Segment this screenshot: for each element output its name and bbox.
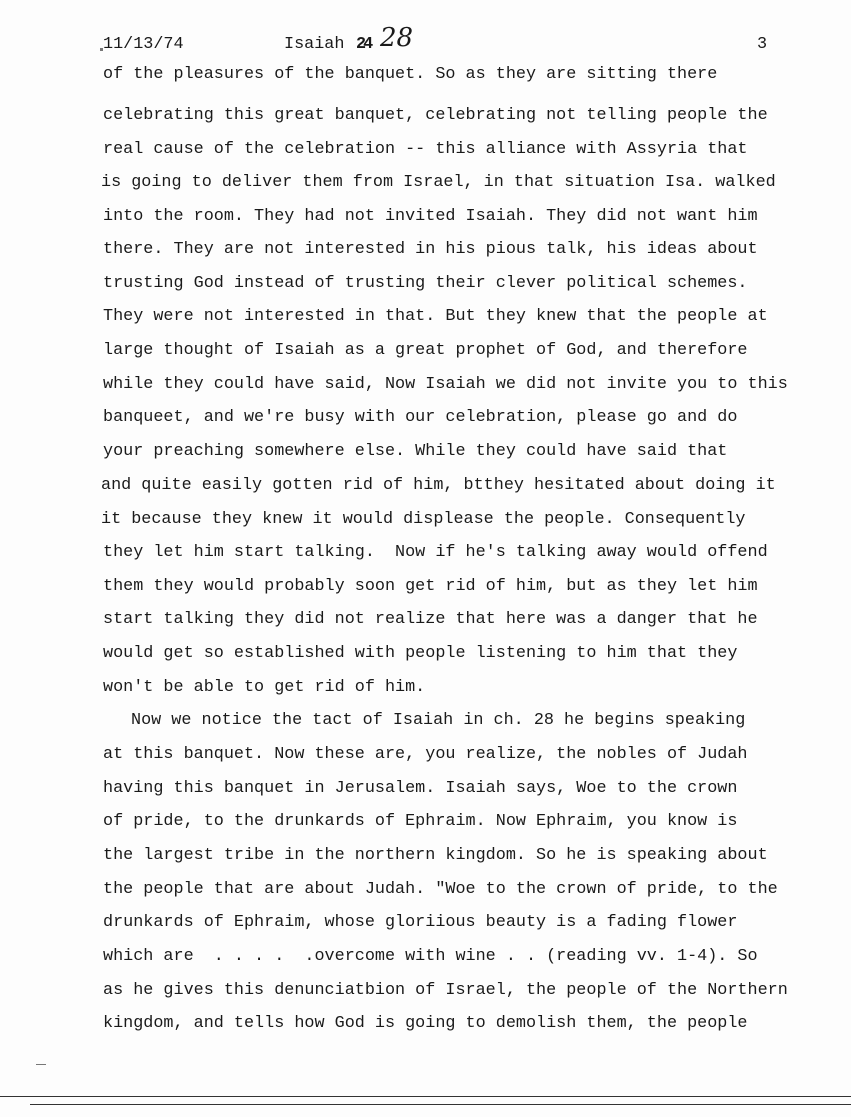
text-line: while they could have said, Now Isaiah we did not invite you to this — [103, 375, 788, 394]
text-line: and quite easily gotten rid of him, btthey hesitated about doing it — [101, 476, 776, 495]
text-line: is going to deliver them from Israel, in that situation Isa. walked — [101, 173, 776, 192]
header-page-number: 3 — [757, 35, 768, 54]
text-line: banqueet, and we're busy with our celebration, please go and do — [103, 408, 738, 427]
text-line: they let him start talking. Now if he's talking away would offend — [103, 543, 768, 562]
text-line: them they would probably soon get rid of him, but as they let him — [103, 577, 758, 596]
text-line: at this banquet. Now these are, you realize, the nobles of Judah — [103, 745, 748, 764]
text-line: the people that are about Judah. "Woe to the crown of pride, to the — [103, 880, 778, 899]
scan-edge-line — [30, 1104, 851, 1105]
header-date: 11/13/74 — [103, 35, 184, 54]
text-line: They were not interested in that. But they knew that the people at — [103, 307, 768, 326]
text-line: your preaching somewhere else. While they could have said that — [103, 442, 728, 461]
text-line: drunkards of Ephraim, whose gloriious beauty is a fading flower — [103, 913, 738, 932]
text-line: of pride, to the drunkards of Ephraim. Now Ephraim, you know is — [103, 812, 738, 831]
text-line: of the pleasures of the banquet. So as they are sitting there — [103, 65, 718, 84]
text-line: won't be able to get rid of him. — [103, 678, 426, 697]
scan-edge-line — [0, 1096, 851, 1097]
text-line: kingdom, and tells how God is going to demolish them, the people — [103, 1014, 748, 1033]
text-line: real cause of the celebration -- this alliance with Assyria that — [103, 140, 748, 159]
text-line: having this banquet in Jerusalem. Isaiah says, Woe to the crown — [103, 779, 738, 798]
text-line: trusting God instead of trusting their clever political schemes. — [103, 274, 748, 293]
header-title: Isaiah — [284, 35, 345, 54]
text-line: large thought of Isaiah as a great prophet of God, and therefore — [103, 341, 748, 360]
text-line: into the room. They had not invited Isaiah. They did not want him — [103, 207, 758, 226]
text-line: it because they knew it would displease the people. Consequently — [101, 510, 746, 529]
text-line: which are . . . . .overcome with wine . . (reading vv. 1-4). So — [103, 947, 758, 966]
text-line: the largest tribe in the northern kingdom. So he is speaking about — [103, 846, 768, 865]
header-struck-number: 24 — [356, 35, 371, 54]
speck — [36, 1064, 46, 1065]
header-chapter-handwritten: 28 — [380, 23, 414, 53]
text-line: celebrating this great banquet, celebrating not telling people the — [103, 106, 768, 125]
text-line: as he gives this denunciatbion of Israel, the people of the Northern — [103, 981, 788, 1000]
text-line: there. They are not interested in his pious talk, his ideas about — [103, 240, 758, 259]
text-line: start talking they did not realize that here was a danger that he — [103, 610, 758, 629]
text-line: would get so established with people listening to him that they — [103, 644, 738, 663]
text-line: Now we notice the tact of Isaiah in ch. 28 he begins speaking — [131, 711, 746, 730]
